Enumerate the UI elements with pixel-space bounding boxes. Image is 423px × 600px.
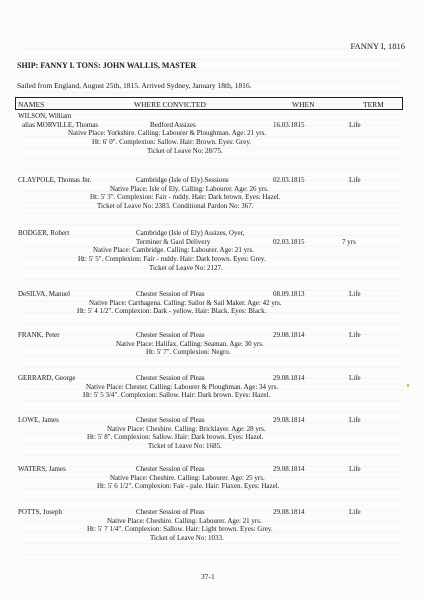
sentence-term: Life	[349, 374, 361, 382]
sentence-term: Life	[349, 120, 361, 129]
detail-line: Ht: 5' 5". Complexion: Fair - ruddy. Hair: Dark brown. Eyes: Grey.	[78, 255, 266, 264]
detail-line: Ht: 6' 0". Complexion: Sallow. Hair: Brown. Eyes: Grey.	[92, 138, 252, 147]
convict-name: BODGER, Robert	[18, 229, 70, 237]
detail-line: Native Place: Cambridge. Calling: Labourer. Age: 21 yrs.	[93, 246, 254, 255]
detail-line: Ticket of Leave No: 2383. Conditional Pardon No: 367.	[97, 202, 254, 211]
detail-line: Native Place: Cheshire. Calling: Bricklayer. Age: 28 yrs.	[107, 424, 266, 433]
ship-title: SHIP: FANNY I. TONS: JOHN WALLIS, MASTER	[17, 61, 197, 70]
detail-line: Native Place: Cheshire. Calling: Labourer. Age: 21 yrs.	[107, 516, 262, 525]
convict-name: WATERS, James	[18, 465, 66, 473]
detail-line: Ht: 5' 7 1/4". Complexion: Sallow. Hair: Light brown. Eyes: Grey.	[87, 525, 273, 534]
convict-name: LOWE, James	[18, 416, 59, 424]
where-convicted-cont: Terminer & Gaol Delivery	[136, 237, 211, 246]
where-convicted: Chester Session of Pleas	[136, 416, 205, 424]
where-convicted: Bedford Assizes	[150, 120, 196, 129]
detail-line: Ht: 5' 5 3/4". Complexion: Sallow. Hair: Dark brown. Eyes: Hazel.	[83, 391, 271, 400]
where-convicted: Chester Session of Pleas	[136, 331, 205, 339]
date-convicted: 29.08.1814	[273, 508, 305, 516]
voyage-info: Sailed from England, August 25th, 1815. Arrived Sydney, January 18th, 1816.	[17, 81, 252, 90]
detail-line: Ht: 5' 8". Complexion: Sallow. Hair: Dark brown. Eyes: Hazel.	[87, 433, 264, 442]
detail-line: Ticket of Leave No: 1685.	[148, 442, 222, 451]
where-convicted: Chester Session of Pleas	[136, 290, 205, 298]
convict-name: GERRARD, George	[18, 374, 76, 382]
date-convicted: 02.03.1815	[273, 237, 305, 246]
column-names: NAMES	[18, 99, 45, 109]
date-convicted: 16.03.1815	[273, 120, 305, 129]
date-convicted: 29.08.1814	[273, 331, 305, 339]
detail-line: Native Place: Cheshire. Calling: Labourer. Age: 25 yrs.	[110, 473, 265, 482]
date-convicted: 02.03.1815	[273, 176, 305, 184]
detail-line: Native Place: Halifax. Calling: Seaman. Age: 30 yrs.	[116, 339, 264, 348]
detail-line: Native Place: Chester. Calling: Labourer & Ploughman. Age: 34 yrs.	[86, 382, 279, 391]
convict-name: POTTS, Joseph	[18, 508, 62, 516]
date-convicted: 29.08.1814	[273, 465, 305, 473]
detail-line: Ht: 5' 6 1/2". Complexion: Fair - pale. Hair: Flaxen. Eyes: Hazel.	[97, 482, 280, 491]
column-where-convicted: WHERE CONVICTED	[134, 99, 206, 109]
detail-line: Ht: 5' 3". Complexion: Fair - ruddy. Hair: Dark brown. Eyes: Hazel.	[90, 193, 281, 202]
detail-line: Ht: 5' 4 1/2". Complexion: Dark - yellow. Hair: Black. Eyes: Black.	[77, 307, 267, 316]
date-convicted: 08.09.1813	[273, 290, 305, 298]
date-convicted: 29.08.1814	[273, 374, 305, 382]
convict-name: DeSILVA, Manuel	[18, 290, 71, 298]
convict-alias: alias MORVILLE, Thomas	[22, 120, 99, 129]
page-reference: FANNY I, 1816	[350, 41, 405, 51]
where-convicted: Cambridge (Isle of Ely) Sessions	[136, 176, 229, 184]
where-convicted: Chester Session of Pleas	[136, 508, 205, 516]
page-number: 37-1	[201, 572, 215, 581]
sentence-term: 7 yrs	[342, 237, 356, 246]
detail-line: Native Place: Isle of Ely. Calling: Labourer. Age: 26 yrs.	[110, 184, 269, 193]
convict-name: WILSON, William	[18, 112, 72, 120]
sentence-term: Life	[349, 290, 361, 298]
where-convicted: Chester Session of Pleas	[136, 374, 205, 382]
detail-line: Native Place: Carthagena. Calling: Sailor & Sail Maker. Age: 42 yrs.	[89, 298, 282, 307]
column-when: WHEN	[292, 99, 315, 109]
paper-speck	[407, 384, 409, 387]
column-header-row	[15, 97, 403, 110]
date-convicted: 29.08.1814	[273, 416, 305, 424]
detail-line: Native Place: Yorkshire. Calling: Labourer & Ploughman. Age: 21 yrs.	[68, 129, 267, 138]
sentence-term: Life	[349, 465, 361, 473]
sentence-term: Life	[349, 416, 361, 424]
convict-name: FRANK, Peter	[18, 331, 60, 339]
convict-name: CLAYPOLE, Thomas Jnr.	[18, 176, 92, 184]
detail-line: Ticket of Leave No: 1033.	[150, 534, 224, 543]
detail-line: Ticket of Leave No: 28/75.	[147, 146, 223, 155]
sentence-term: Life	[349, 508, 361, 516]
where-convicted: Chester Session of Pleas	[136, 465, 205, 473]
detail-line: Ticket of Leave No: 2127.	[149, 263, 223, 272]
sentence-term: Life	[349, 331, 361, 339]
where-convicted: Cambridge (Isle of Ely) Assizes, Oyer,	[136, 229, 245, 237]
column-term: TERM	[363, 99, 384, 109]
detail-line: Ht: 5' 7". Complexion: Negro.	[146, 348, 231, 357]
sentence-term: Life	[349, 176, 361, 184]
